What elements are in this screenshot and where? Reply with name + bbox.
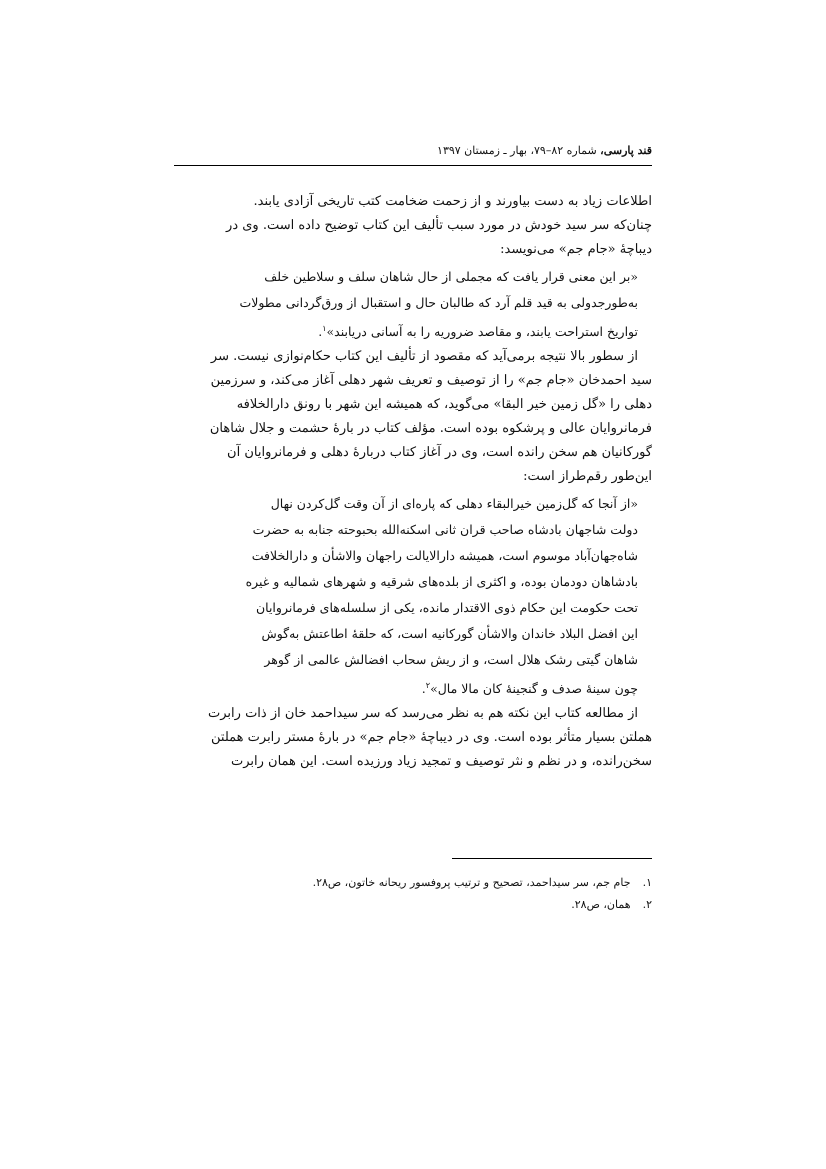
footnote-2	[176, 894, 652, 916]
text-line: سید احمدخان «جام جم» را از توصیف و تعریف شهر دهلی آغاز می‌کند، و سرزمین	[210, 373, 652, 389]
quote-line: شاهان گیتی رشک هلال است، و از ریش سحاب افضالش عالمی از گوهر	[264, 652, 638, 668]
text-line: دهلی را «گل زمین خیر البقا» می‌گوید، که همیشه این شهر با رونق دارالخلافه	[236, 397, 652, 413]
footnote-ref-2[interactable]: ۲	[425, 681, 431, 691]
quote-text: چون سینهٔ صدف و گنجینهٔ کان مالا مال»	[430, 681, 638, 697]
text-line: سخن‌رانده، و در نظم و نثر توصیف و تمجید زیاد ورزیده است. این همان رابرت	[230, 754, 652, 770]
footnote-1	[176, 872, 652, 894]
quote-line: بادشاهان دودمان بوده، و اکثری از بلده‌های شرقیه و شهرهای شمالیه و غیره	[245, 574, 638, 590]
text-line: گورکانیان هم سخن رانده است، وی در آغاز کتاب دربارهٔ دهلی و فرمانروایان آن	[227, 445, 652, 461]
quote-line: دولت شاجهان بادشاه صاحب قران ثانی اسکنه‌الله بحبوحته جنابه به حضرت	[252, 522, 638, 538]
text-line: فرمانروایان عالی و پرشکوه بوده است. مؤلف کتاب در بارهٔ حشمت و جلال شاهان	[209, 421, 652, 437]
footnotes	[176, 872, 652, 916]
footnote-text: جام جم، سر سیداحمد، تصحیح و ترتیب پروفسور ریحانه خاتون، ص۲۸.	[312, 876, 631, 889]
period: .	[421, 681, 426, 697]
text-line: دیباچهٔ «جام جم» می‌نویسد:	[500, 242, 652, 257]
text-line: از مطالعه کتاب این نکته هم به نظر می‌رسد که سر سیداحمد خان از ذات رابرت	[208, 706, 638, 722]
text-line: از سطور بالا نتیجه برمی‌آید که مقصود از تألیف این کتاب حکام‌نوازی نیست. سر	[210, 349, 638, 365]
running-header	[174, 142, 652, 160]
quote-1	[176, 264, 652, 345]
header-rule	[174, 165, 652, 166]
footnote-rule	[452, 858, 652, 859]
quote-text: تواریخ استراحت یابند، و مقاصد ضروریه را به آسانی دریابند»	[326, 324, 638, 340]
footnote-text: همان، ص۲۸.	[571, 898, 631, 911]
paragraph-1	[176, 190, 652, 262]
quote-2	[176, 491, 652, 702]
quote-line: «بر این معنی قرار یافت که مجملی از حال شاهان سلف و سلاطین خلف	[264, 269, 638, 284]
issue-info: شماره ۸۲–۷۹، بهار ـ زمستان ۱۳۹۷	[437, 144, 601, 157]
footnote-number: ۲.	[642, 898, 652, 911]
period: .	[318, 324, 323, 340]
text-line: چنان‌که سر سید خودش در مورد سبب تألیف این کتاب توضیح داده است. وی در	[226, 218, 652, 233]
text-line: هملتن بسیار متأثر بوده است. وی در دیباچهٔ «جام جم» در بارهٔ مستر رابرت هملتن	[211, 730, 652, 746]
footnote-number: ۱.	[642, 876, 652, 889]
body-text	[176, 190, 652, 774]
text-line: این‌طور رقم‌طراز است:	[523, 469, 652, 485]
paragraph-3	[176, 702, 652, 774]
quote-line: «از آنجا که گل‌زمین خیرالبقاء دهلی که پاره‌ای از آن وقت گل‌کردن نهال	[270, 496, 638, 512]
quote-line-last	[176, 673, 638, 702]
journal-title: قند پارسی،	[600, 144, 652, 157]
quote-line: شاه‌جهان‌آباد موسوم است، همیشه دارالایالت راجهان والاشأن و دارالخلافت	[251, 548, 638, 564]
footnote-ref-1[interactable]: ۱	[322, 324, 327, 333]
quote-line: تحت حکومت این حکام ذوی الاقتدار مانده، یکی از سلسله‌های فرمانروایان	[255, 600, 638, 616]
quote-line-last	[176, 316, 638, 345]
quote-line: این افضل البلاد خاندان والاشأن گورکانیه است، که حلقهٔ اطاعتش به‌گوش	[261, 626, 638, 642]
paragraph-2	[176, 345, 652, 489]
text-line: اطلاعات زیاد به دست بیاورند و از زحمت ضخامت کتب تاریخی آزادی یابند.	[253, 194, 652, 209]
quote-line: به‌طورجدولی به قید قلم آرد که طالبان حال و استقبال از ورق‌گردانی مطولات	[239, 295, 638, 310]
